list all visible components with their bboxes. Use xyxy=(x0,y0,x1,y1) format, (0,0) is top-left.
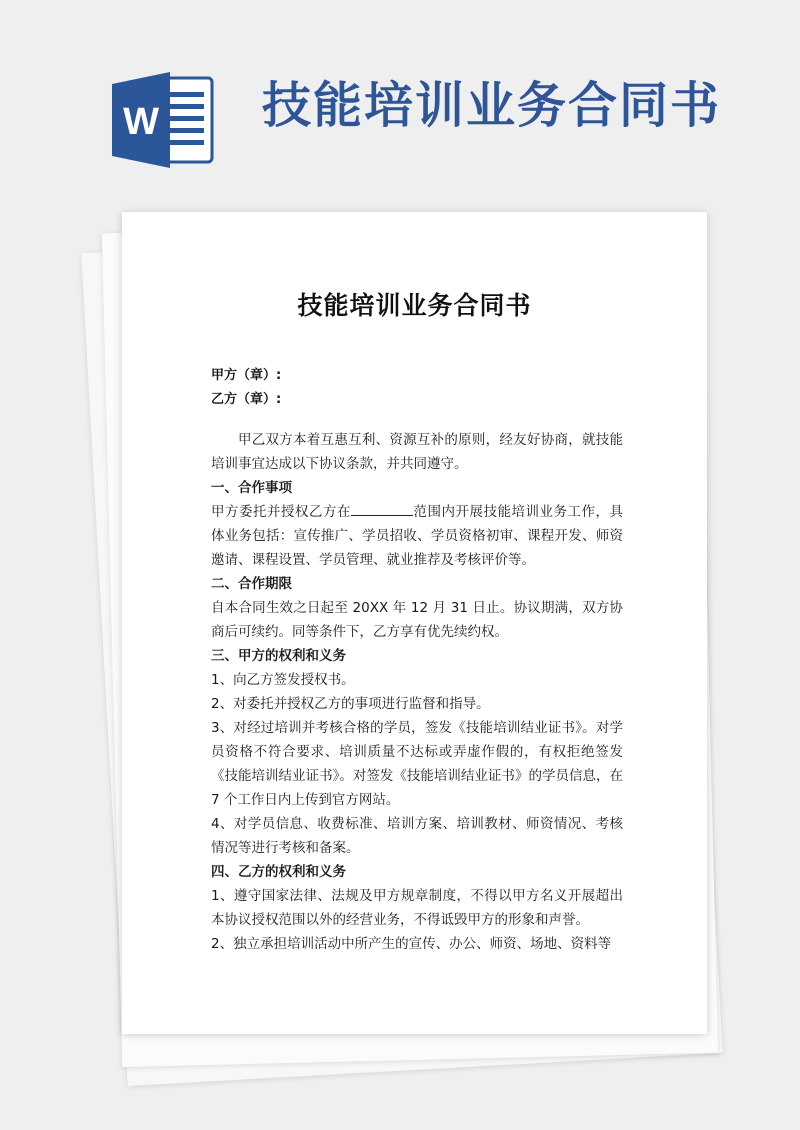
intro-paragraph: 甲乙双方本着互惠互利、资源互补的原则，经友好协商，就技能培训事宜达成以下协议条款，并共同遵守。 xyxy=(211,432,623,472)
contract-body xyxy=(211,428,623,956)
document-page xyxy=(122,212,707,1034)
section-4-heading: 四、乙方的权利和义务 xyxy=(211,864,346,880)
section-2-heading: 二、合作期限 xyxy=(211,576,292,592)
section-3-item-4: 4、对学员信息、收费标准、培训方案、培训教材、师资情况、考核情况等进行考核和备案。 xyxy=(211,816,623,856)
section-1-heading: 一、合作事项 xyxy=(211,480,292,496)
blank-fill-line xyxy=(351,501,413,516)
banner-title: 技能培训业务合同书 xyxy=(262,77,722,134)
svg-text:W: W xyxy=(123,101,159,143)
section-3-item-3: 3、对经过培训并考核合格的学员，签发《技能培训结业证书》。对学员资格不符合要求、培训质量不达标或弄虚作假的，有权拒绝签发《技能培训结业证书》。对签发《技能培训结业证书》的学员信息，在 7 个工作日内上传到官方网站。 xyxy=(211,720,623,808)
party-a-label: 甲方（章）: xyxy=(211,368,282,383)
section-2-paragraph: 自本合同生效之日起至 20XX 年 12 月 31 日止。协议期满，双方协商后可续约。同等条件下，乙方享有优先续约权。 xyxy=(211,600,623,640)
section-1-paragraph: 甲方委托并授权乙方在 范围内开展技能培训业务工作，具体业务包括：宣传推广、学员招收、学员资格初审、课程开发、师资邀请、课程设置、学员管理、就业推荐及考核评价等。 xyxy=(211,500,623,572)
section-3-item-1: 1、向乙方签发授权书。 xyxy=(211,672,355,688)
document-title: 技能培训业务合同书 xyxy=(297,291,532,320)
section-4-item-2: 2、独立承担培训活动中所产生的宣传、办公、师资、场地、资料等 xyxy=(211,936,612,952)
section-4-item-1: 1、遵守国家法律、法规及甲方规章制度，不得以甲方名义开展超出本协议授权范围以外的经营业务，不得诋毁甲方的形象和声誉。 xyxy=(211,888,623,928)
party-b-label: 乙方（章）: xyxy=(211,392,282,407)
section-3-item-2: 2、对委托并授权乙方的事项进行监督和指导。 xyxy=(211,696,490,712)
word-document-icon xyxy=(112,72,214,168)
section-3-heading: 三、甲方的权利和义务 xyxy=(211,648,346,664)
